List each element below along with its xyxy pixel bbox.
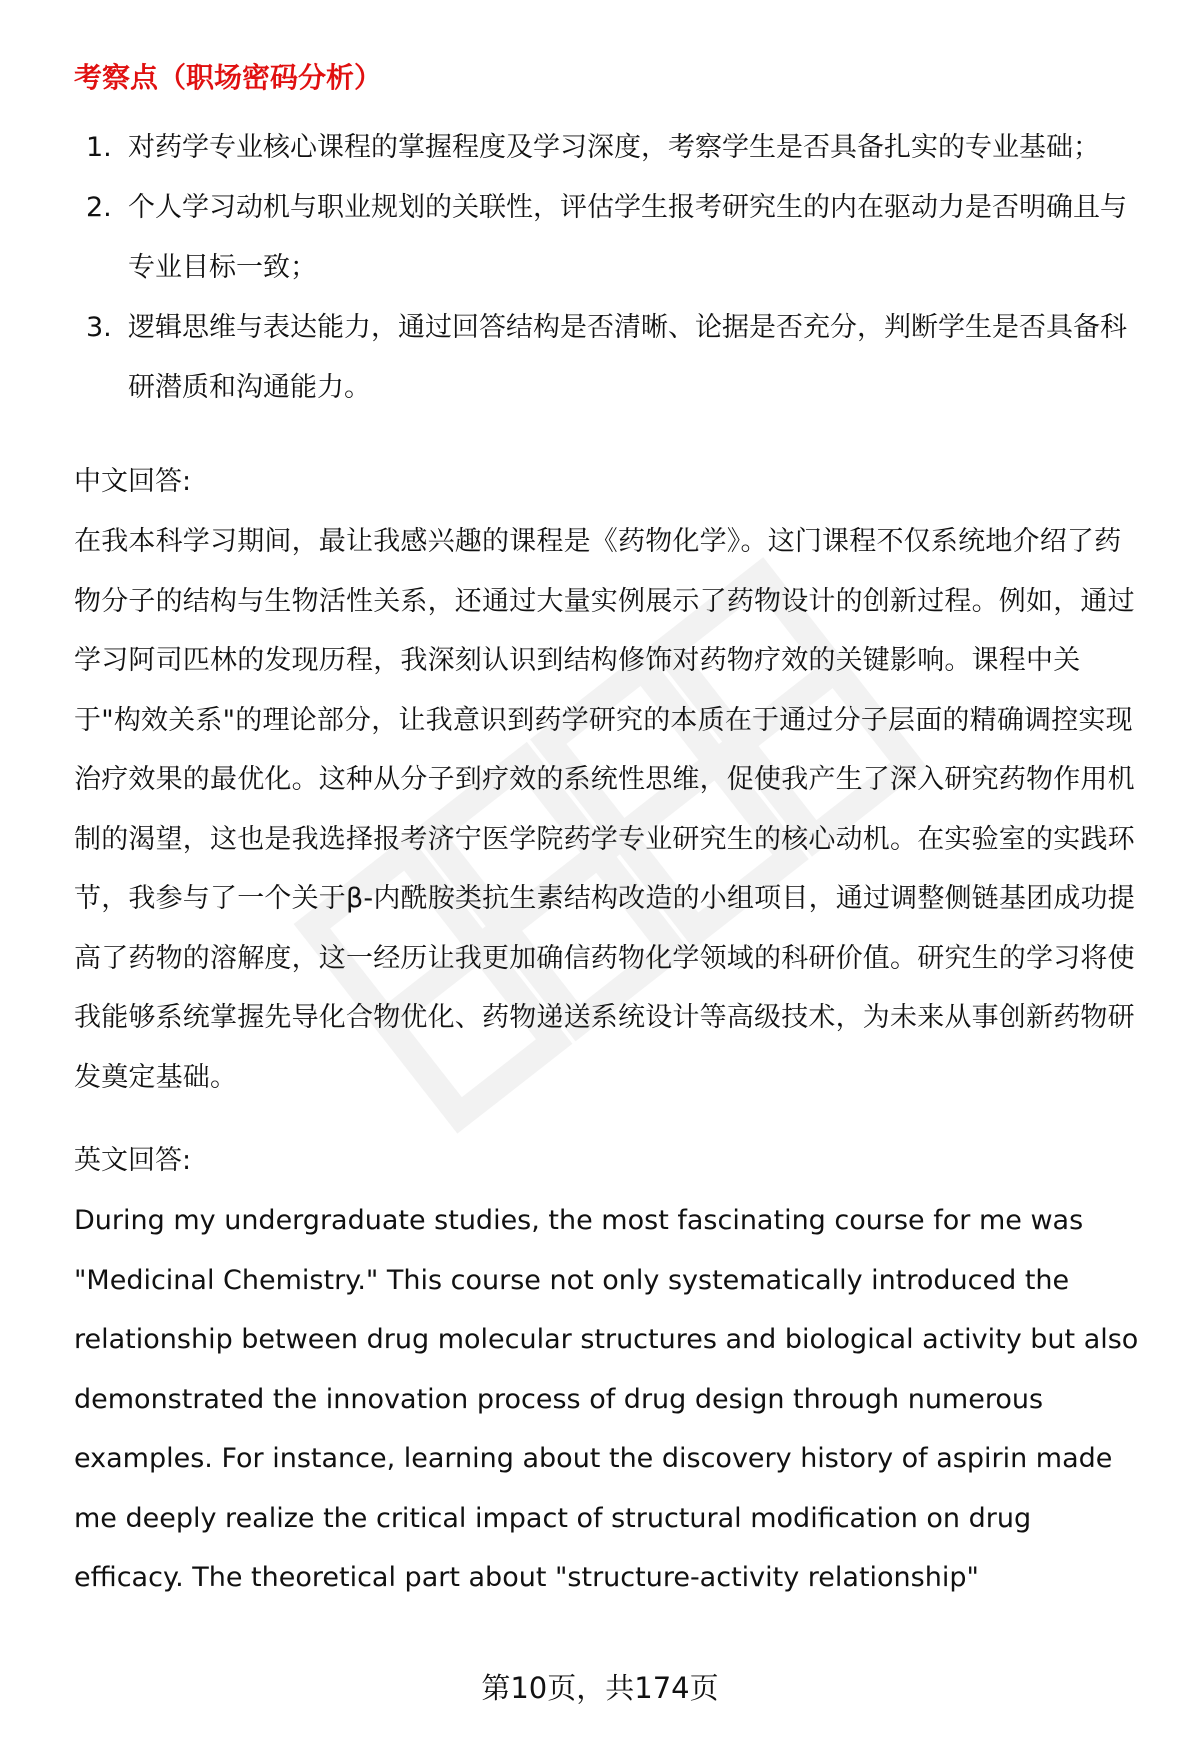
list-item	[74, 118, 1144, 178]
list-number: 2.	[86, 192, 112, 223]
chinese-answer-text: 在我本科学习期间，最让我感兴趣的课程是《药物化学》。这门课程不仅系统地介绍了药物分子的结构与生物活性关系，还通过大量实例展示了药物设计的创新过程。例如，通过学习阿司匹林的发现历程，我深刻认识到结构修饰对药物疗效的关键影响。课程中关于"构效关系"的理论部分，让我意识到药学研究的本质在于通过分子层面的精确调控实现治疗效果的最优化。这种从分子到疗效的系统性思维，促使我产生了深入研究药物作用机制的渴望，这也是我选择报考济宁医学院药学专业研究生的核心动机。在实验室的实践环节，我参与了一个关于β-内酰胺类抗生素结构改造的小组项目，通过调整侧链基团成功提高了药物的溶解度，这一经历让我更加确信药物化学领域的科研价值。研究生的学习将使我能够系统掌握先导化合物优化、药物递送系统设计等高级技术，为未来从事创新药物研发奠定基础。	[74, 526, 1135, 1093]
english-answer-label: 英文回答:	[74, 1145, 192, 1176]
assessment-points-list	[74, 118, 1144, 418]
document-page	[74, 58, 1144, 1608]
english-answer-text: During my undergraduate studies, the most fascinating course for me was "Medicinal Chemistry." This course not only systematically introduced the relationship between drug molecular structures and biological activity but also demonstrated the innovation process of drug design through numerous examples. For instance, learning about the discovery history of aspirin made me deeply realize the critical impact of structural modification on drug efficacy. The theoretical part about "structure-activity relationship"	[74, 1205, 1139, 1593]
list-item	[74, 178, 1144, 298]
page-number-footer: 第10页，共174页	[481, 1671, 719, 1705]
list-item-text: 对药学专业核心课程的掌握程度及学习深度，考察学生是否具备扎实的专业基础；	[128, 132, 1100, 163]
list-item-text: 个人学习动机与职业规划的关联性，评估学生报考研究生的内在驱动力是否明确且与专业目标一致；	[128, 192, 1127, 283]
list-number: 3.	[86, 312, 112, 343]
section-title: 考察点（职场密码分析）	[74, 61, 383, 94]
list-item	[74, 298, 1144, 418]
list-number: 1.	[86, 132, 112, 163]
chinese-answer-label: 中文回答:	[74, 466, 192, 497]
list-item-text: 逻辑思维与表达能力，通过回答结构是否清晰、论据是否充分，判断学生是否具备科研潜质和沟通能力。	[128, 312, 1127, 403]
